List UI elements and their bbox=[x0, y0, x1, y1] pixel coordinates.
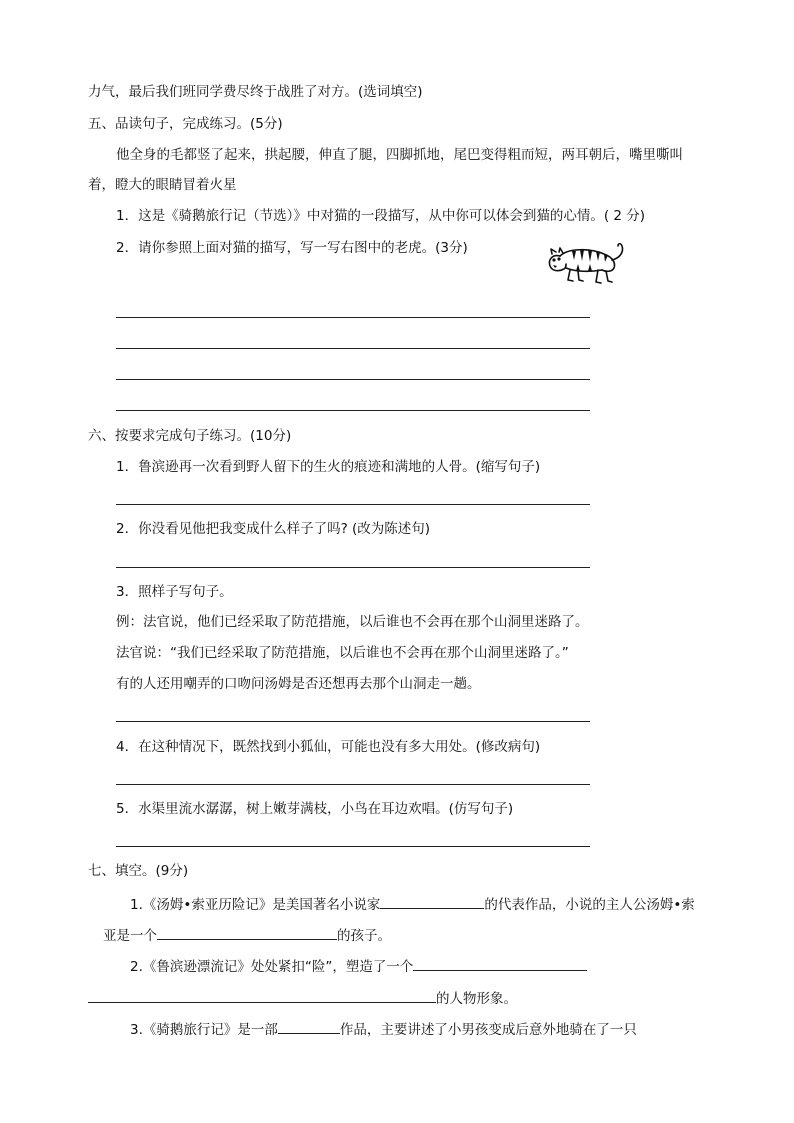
s7-q2-text-b: 的人物形象。 bbox=[436, 991, 517, 1007]
s7-question-2-line-1 bbox=[130, 956, 587, 976]
answer-line[interactable] bbox=[116, 721, 590, 722]
s7-q1-text-a: 1.《汤姆•索亚历险记》是美国著名小说家 bbox=[130, 897, 381, 913]
continued-line: 力气，最后我们班同学费尽终于战胜了对方。(选词填空) bbox=[88, 84, 423, 100]
s6-question-1: 1．鲁滨逊再一次看到野人留下的生火的痕迹和满地的人骨。(缩写句子) bbox=[116, 459, 541, 475]
s7-q1-text-d: 的孩子。 bbox=[337, 928, 391, 944]
s6-q3-example: 例：法官说，他们已经采取了防范措施，以后谁也不会再在那个山洞里迷路了。 bbox=[116, 614, 589, 630]
passage-line-1: 他全身的毛都竖了起来，拱起腰，伸直了腿，四脚抓地，尾巴变得粗而短，两耳朝后，嘴里嘶叫 bbox=[116, 147, 683, 163]
s7-q2-text-a: 2.《鲁滨逊漂流记》处处紧扣“险”，塑造了一个 bbox=[130, 959, 414, 975]
answer-line[interactable] bbox=[116, 317, 590, 318]
passage-line-2: 着，瞪大的眼睛冒着火星 bbox=[88, 177, 237, 193]
fill-blank[interactable] bbox=[278, 1019, 340, 1034]
s5-question-1: 1．这是《骑鹅旅行记（节选）》中对猫的一段描写，从中你可以体会到猫的心情。( 2 分) bbox=[116, 208, 646, 224]
s7-q1-text-c: 亚是一个 bbox=[103, 928, 157, 944]
tiger-drawing-icon bbox=[546, 238, 628, 288]
s6-question-4: 4．在这种情况下，既然找到小狐仙，可能也没有多大用处。(修改病句) bbox=[116, 739, 541, 755]
section-5-heading: 五、品读句子，完成练习。(5分) bbox=[88, 116, 283, 132]
s7-question-1-line-1 bbox=[130, 894, 695, 914]
s7-q3-text-a: 3.《骑鹅旅行记》是一部 bbox=[130, 1022, 278, 1038]
s7-q1-text-b: 的代表作品，小说的主人公汤姆•索 bbox=[484, 897, 695, 913]
s6-q3-task: 有的人还用嘲弄的口吻问汤姆是否还想再去那个山洞走一趟。 bbox=[116, 676, 481, 692]
s6-question-3: 3．照样子写句子。 bbox=[116, 584, 233, 600]
answer-line[interactable] bbox=[116, 410, 590, 411]
s7-question-3-line-1 bbox=[130, 1019, 637, 1039]
s6-question-2: 2．你没看见他把我变成什么样子了吗? (改为陈述句) bbox=[116, 521, 431, 537]
fill-blank[interactable] bbox=[157, 925, 337, 940]
s7-question-1-line-2 bbox=[103, 925, 391, 945]
s6-q3-model: 法官说：“我们已经采取了防范措施，以后谁也不会再在那个山洞里迷路了。” bbox=[116, 645, 569, 661]
answer-line[interactable] bbox=[116, 784, 590, 785]
s7-q3-text-b: 作品，主要讲述了小男孩变成后意外地骑在了一只 bbox=[339, 1022, 637, 1038]
answer-line[interactable] bbox=[116, 567, 590, 568]
section-7-heading: 七、填空。(9分) bbox=[88, 863, 189, 879]
fill-blank[interactable] bbox=[413, 956, 587, 971]
s6-question-5: 5．水渠里流水潺潺，树上嫩芽满枝，小鸟在耳边欢唱。(仿写句子) bbox=[116, 801, 514, 817]
answer-line[interactable] bbox=[116, 348, 590, 349]
answer-line[interactable] bbox=[116, 846, 590, 847]
s7-question-2-line-2 bbox=[88, 988, 517, 1008]
s5-question-2: 2．请你参照上面对猫的描写，写一写右图中的老虎。(3分) bbox=[116, 240, 468, 256]
answer-line[interactable] bbox=[116, 379, 590, 380]
fill-blank[interactable] bbox=[380, 894, 484, 909]
section-6-heading: 六、按要求完成句子练习。(10分) bbox=[88, 428, 292, 444]
fill-blank[interactable] bbox=[88, 988, 436, 1003]
answer-line[interactable] bbox=[116, 504, 590, 505]
